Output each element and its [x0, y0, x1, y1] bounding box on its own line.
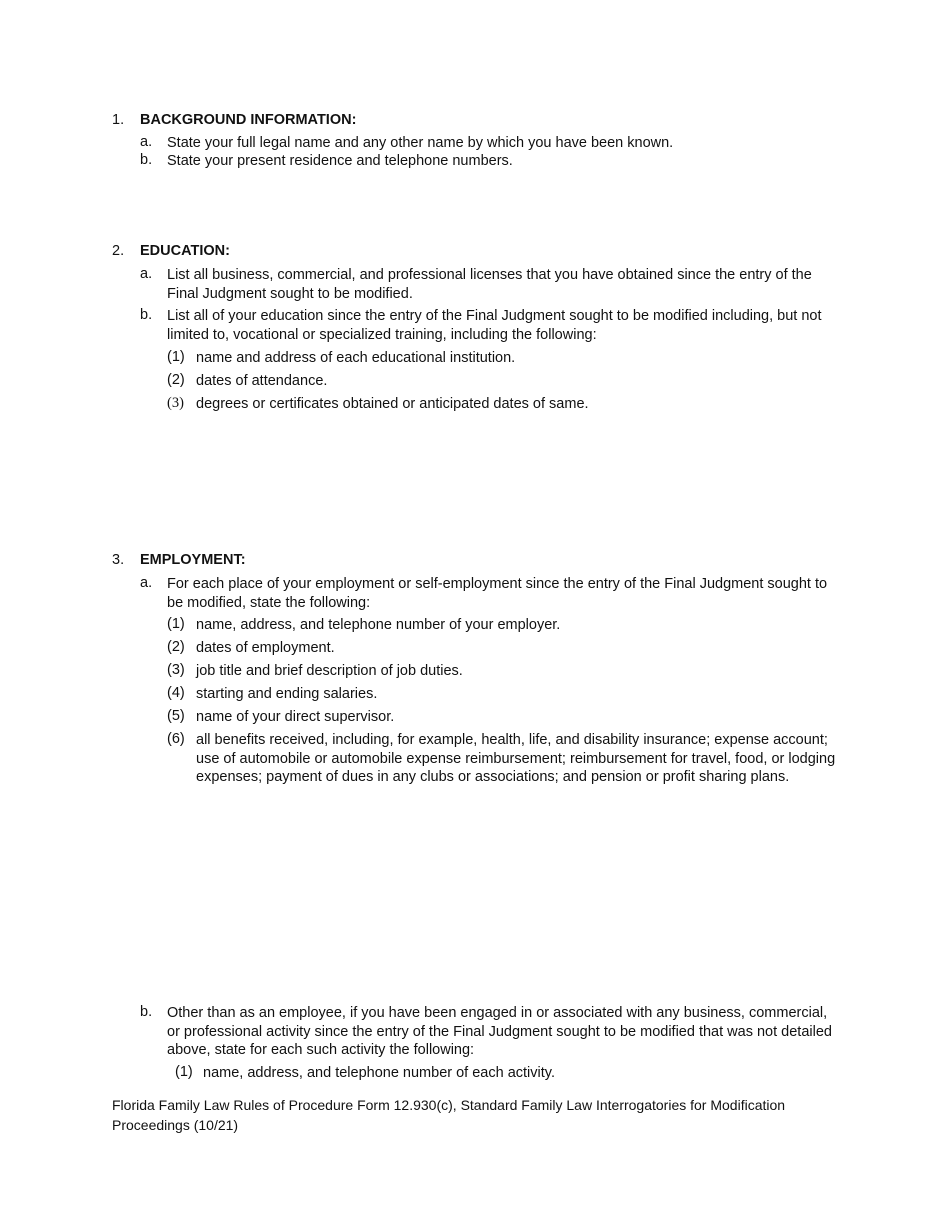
subitem-text: degrees or certificates obtained or anticipated dates of same.	[196, 396, 589, 412]
section-number: 3.	[112, 552, 125, 568]
section-number: 1.	[112, 112, 125, 128]
subitem-number: (2)	[167, 639, 185, 655]
section-title-education: EDUCATION:	[140, 243, 230, 259]
subitem-text: name, address, and telephone number of your employer.	[196, 617, 561, 633]
section-title-background: BACKGROUND INFORMATION:	[140, 112, 357, 128]
subitem-text: name and address of each educational institution.	[196, 350, 516, 366]
subitem-number: (1)	[167, 349, 185, 365]
section-title-employment: EMPLOYMENT:	[140, 552, 246, 568]
item-text: State your present residence and telephone numbers.	[167, 153, 513, 169]
item-letter: b.	[140, 307, 153, 323]
section-number: 2.	[112, 243, 125, 259]
item-letter: a.	[140, 575, 153, 591]
item-text: State your full legal name and any other name by which you have been known.	[167, 135, 674, 151]
subitem-text: name, address, and telephone number of each activity.	[203, 1065, 555, 1081]
subitem-number: (1)	[175, 1064, 193, 1080]
item-text: For each place of your employment or self-employment since the entry of the Final Judgment sought to be modified, state the following:	[167, 576, 828, 611]
subitem-number: (2)	[167, 372, 185, 388]
item-text: Other than as an employee, if you have been engaged in or associated with any business, commercial, or professional activity since the entry of the Final Judgment sought to be modified that was not detailed above, state for each such activity the following:	[167, 1005, 832, 1058]
subitem-text: name of your direct supervisor.	[196, 709, 395, 725]
item-letter: a.	[140, 134, 153, 150]
subitem-text: starting and ending salaries.	[196, 686, 378, 702]
item-text: List all business, commercial, and professional licenses that you have obtained since the entry of the Final Judgment sought to be modified.	[167, 267, 812, 302]
subitem-number: (3)	[167, 395, 184, 411]
subitem-text: job title and brief description of job duties.	[196, 663, 463, 679]
page-footer	[112, 1095, 832, 1135]
subitem-text: dates of employment.	[196, 640, 335, 656]
item-text: List all of your education since the entry of the Final Judgment sought to be modified including, but not limited to, vocational or specialized training, including the following:	[167, 308, 822, 343]
item-letter: b.	[140, 1004, 153, 1020]
footer-line-2: Proceedings (10/21)	[112, 1117, 239, 1133]
subitem-number: (5)	[167, 708, 185, 724]
subitem-text: all benefits received, including, for example, health, life, and disability insurance; expense account; use of automobile or automobile expense reimbursement; reimbursement for travel, food, or lodging expenses; payment of dues in any clubs or associations; and pension or profit sharing plans.	[196, 732, 836, 785]
subitem-number: (1)	[167, 616, 185, 632]
footer-line-1: Florida Family Law Rules of Procedure Form 12.930(c), Standard Family Law Interrogatories for Modification	[112, 1097, 786, 1113]
subitem-text: dates of attendance.	[196, 373, 328, 389]
subitem-number: (3)	[167, 662, 185, 678]
item-letter: a.	[140, 266, 153, 282]
subitem-number: (6)	[167, 731, 185, 747]
subitem-number: (4)	[167, 685, 185, 701]
item-letter: b.	[140, 152, 153, 168]
